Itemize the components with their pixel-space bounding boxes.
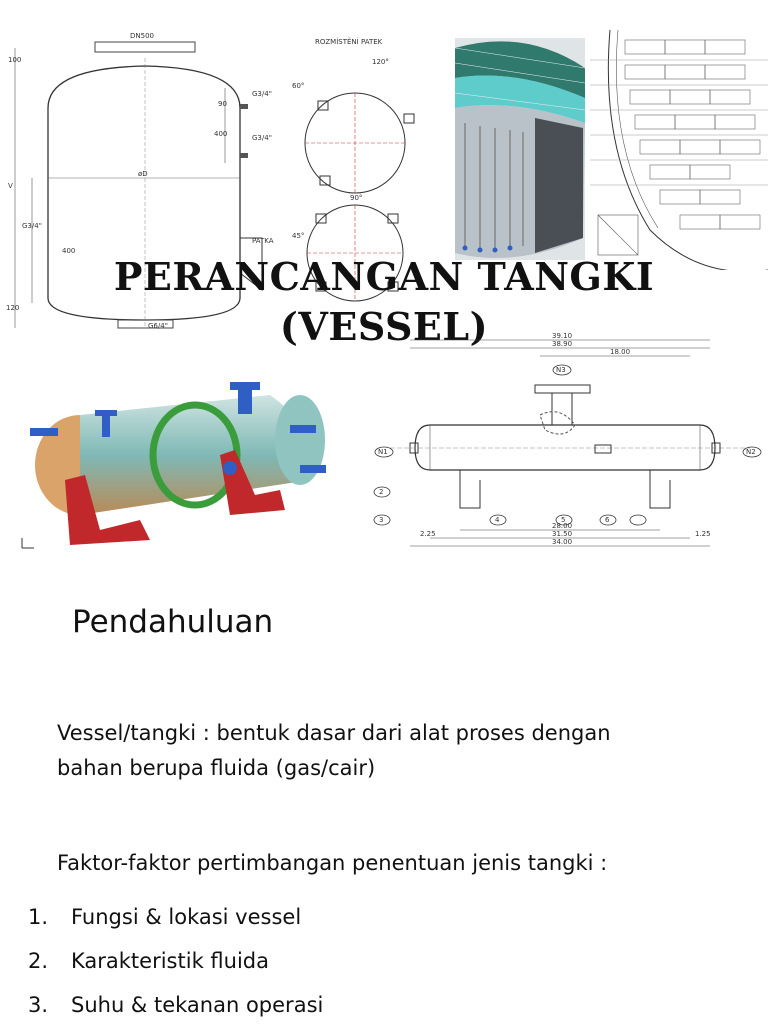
g64-label: G6/4" (148, 322, 168, 330)
dim-v-label: V (8, 182, 13, 190)
dim-400-label: 400 (214, 130, 228, 138)
g34-label-3: G3/4" (22, 222, 42, 230)
dim-bot-2: 31.50 (552, 530, 573, 538)
list-number: 1. (28, 905, 49, 929)
dim-top-3: 18.00 (610, 348, 631, 356)
nozzle-n3: N3 (556, 366, 566, 374)
angle-90-label: 90° (350, 194, 363, 202)
intro-line-1: Vessel/tangki : bentuk dasar dari alat proses dengan (57, 721, 611, 745)
dim-90-label: 90 (218, 100, 227, 108)
list-item (28, 983, 323, 1027)
patka-label: PATKA (252, 237, 274, 245)
horizontal-vessel-drawing (370, 330, 768, 552)
balloon-5: 5 (561, 516, 566, 524)
list-number: 3. (28, 993, 49, 1017)
dim-bot-1: 28.00 (552, 522, 573, 530)
factors-intro: Faktor-faktor pertimbangan penentuan jenis tangki : (57, 851, 608, 875)
g34-label-2: G3/4" (252, 134, 272, 142)
title-line-1: PERANCANGAN TANGKI (113, 254, 655, 299)
angle-120-label: 120° (372, 58, 389, 66)
balloon-3: 3 (379, 516, 384, 524)
dim-100-label: 100 (8, 56, 22, 64)
support-layout-label: ROZMÍSTĚNÍ PATEK (315, 38, 383, 46)
angle-45-label: 45° (292, 232, 305, 240)
dim-top-2: 38.90 (552, 340, 573, 348)
dim-400b-label: 400 (62, 247, 76, 255)
balloon-2: 2 (379, 488, 384, 496)
list-item (28, 895, 323, 939)
dim-right: 1.25 (695, 530, 711, 538)
balloon-6: 6 (605, 516, 610, 524)
dn500-label: DN500 (130, 32, 154, 40)
list-text: Karakteristik fluida (71, 949, 269, 973)
list-text: Suhu & tekanan operasi (71, 993, 324, 1017)
tank-plate-layout-drawing (590, 30, 768, 270)
diameter-label: øD (138, 170, 148, 178)
list-item (28, 939, 323, 983)
intro-line-2: bahan berupa fluida (gas/cair) (57, 756, 376, 780)
tank-roof-3d-render (455, 38, 585, 260)
balloon-4: 4 (495, 516, 500, 524)
angle-60-label: 60° (292, 82, 305, 90)
list-text: Fungsi & lokasi vessel (71, 905, 302, 929)
horizontal-vessel-3d-render (10, 370, 340, 555)
dim-bot-3: 34.00 (552, 538, 573, 546)
nozzle-n2: N2 (746, 448, 756, 456)
dim-top-1: 39.10 (552, 332, 573, 340)
g34-label-1: G3/4" (252, 90, 272, 98)
title-line-2: (VESSEL) (279, 304, 489, 349)
section-heading: Pendahuluan (72, 604, 274, 640)
dim-left: 2.25 (420, 530, 436, 538)
intro-paragraph (57, 716, 757, 786)
dim-120-label: 120 (6, 304, 20, 312)
factor-list (28, 895, 323, 1027)
list-number: 2. (28, 949, 49, 973)
nozzle-n1: N1 (378, 448, 388, 456)
